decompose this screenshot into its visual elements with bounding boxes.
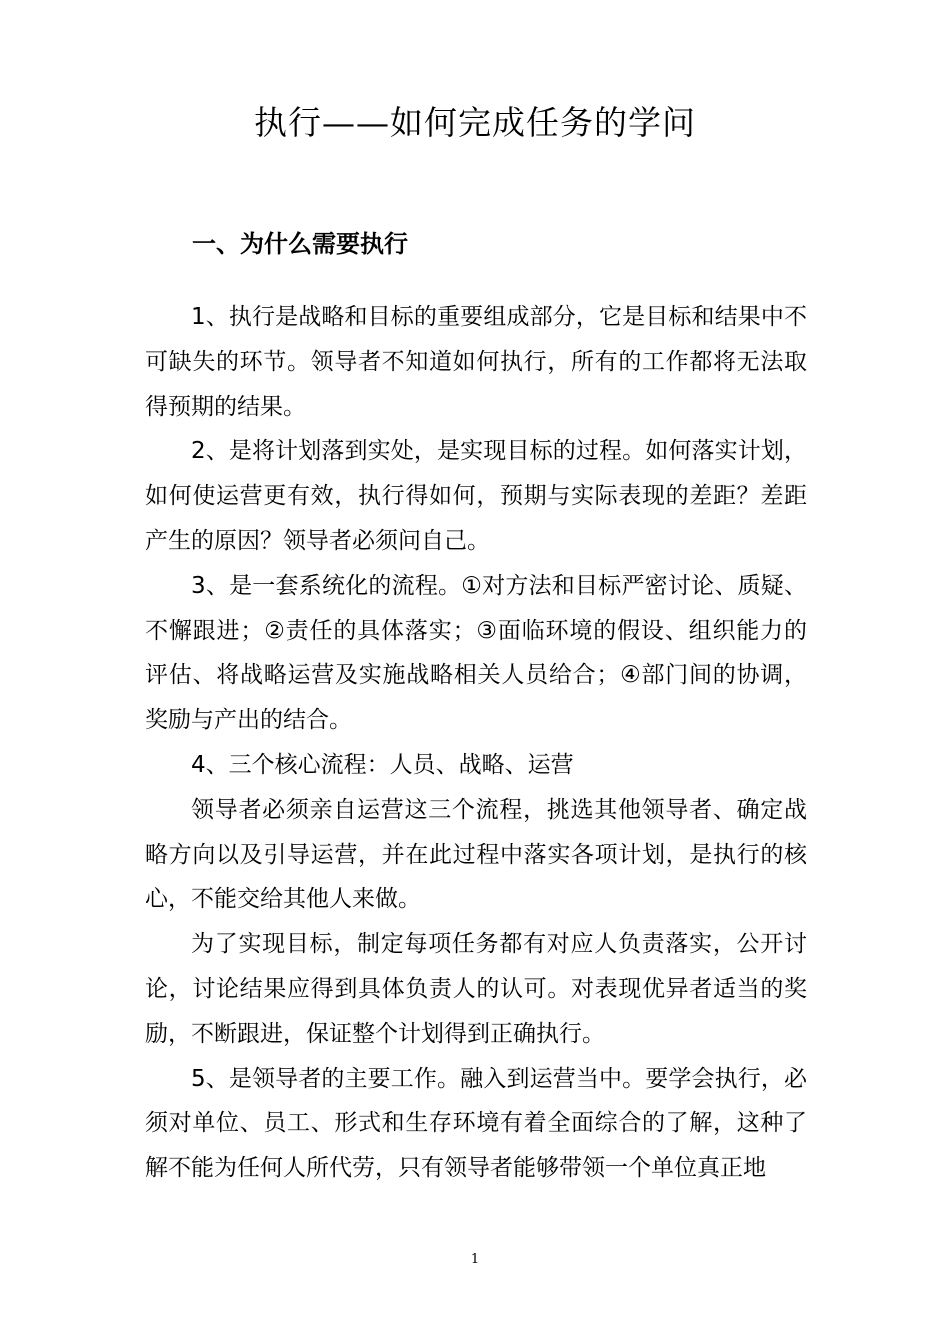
paragraph-5: 领导者必须亲自运营这三个流程，挑选其他领导者、确定战略方向以及引导运营，并在此过程中落实各项计划，是执行的核心，不能交给其他人来做。	[145, 796, 807, 913]
page-number: 1	[470, 1252, 480, 1267]
paragraph-2: 2、是将计划落到实处，是实现目标的过程。如何落实计划，如何使运营更有效，执行得如何，预期与实际表现的差距？差距产生的原因？领导者必须问自己。	[145, 438, 807, 554]
paragraph-7: 5、是领导者的主要工作。融入到运营当中。要学会执行，必须对单位、员工、形式和生存环境有着全面综合的了解，这种了解不能为任何人所代劳，只有领导者能够带领一个单位真正地	[145, 1065, 807, 1182]
paragraph-3: 3、是一套系统化的流程。①对方法和目标严密讨论、质疑、不懈跟进；②责任的具体落实；③面临环境的假设、组织能力的评估、将战略运营及实施战略相关人员给合；④部门间的协调，奖励与产出的结合。	[145, 572, 807, 734]
body-text	[145, 295, 807, 1191]
section-heading: 一、为什么需要执行	[192, 230, 408, 258]
paragraph-6: 为了实现目标，制定每项任务都有对应人负责落实，公开讨论，讨论结果应得到具体负责人的认可。对表现优异者适当的奖励，不断跟进，保证整个计划得到正确执行。	[145, 931, 807, 1047]
paragraph-4: 4、三个核心流程：人员、战略、运营	[191, 751, 574, 778]
document-title: 执行——如何完成任务的学问	[254, 103, 696, 142]
paragraph-1: 1、执行是战略和目标的重要组成部分，它是目标和结果中不可缺失的环节。领导者不知道如何执行，所有的工作都将无法取得预期的结果。	[145, 304, 807, 420]
